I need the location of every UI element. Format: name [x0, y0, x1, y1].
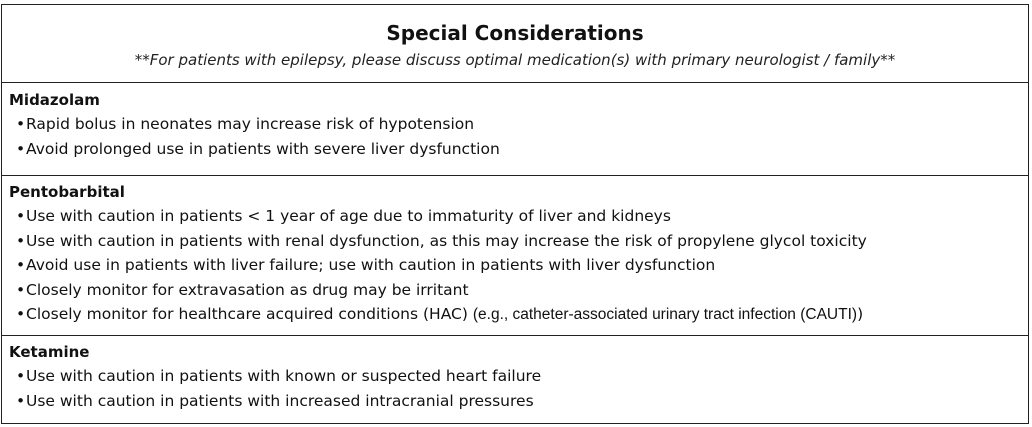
section-title-pentobarbital: Pentobarbital	[9, 183, 125, 201]
section-pentobarbital	[2, 176, 1028, 336]
list-item	[9, 253, 1028, 278]
list-item	[9, 364, 1028, 389]
list-item-text: Use with caution in patients with known or suspected heart failure	[26, 367, 542, 385]
section-title-ketamine: Ketamine	[9, 343, 90, 361]
list-item-text: Avoid use in patients with liver failure; use with caution in patients with liver dysfunction	[26, 256, 716, 274]
page-title: Special Considerations	[386, 21, 644, 45]
bullet-icon: •	[16, 139, 26, 158]
list-item	[9, 389, 1028, 414]
list-item-text: Use with caution in patients < 1 year of age due to immaturity of liver and kidneys	[26, 207, 671, 225]
list-item-text: Avoid prolonged use in patients with severe liver dysfunction	[26, 139, 500, 158]
bullet-icon: •	[16, 305, 26, 323]
list-item-text: Rapid bolus in neonates may increase risk of hypotension	[26, 115, 475, 133]
section-title-midazolam: Midazolam	[9, 91, 100, 109]
bullet-icon: •	[16, 231, 26, 250]
section-midazolam	[2, 83, 1028, 176]
list-item	[9, 278, 1028, 303]
list-item-text: Use with caution in patients with renal dysfunction, as this may increase the risk of propylene glycol toxicity	[26, 231, 867, 250]
list-item	[9, 302, 1028, 328]
list-item-close-paren: )	[857, 305, 864, 323]
list-item-text: Closely monitor for extravasation as drug may be irritant	[26, 280, 469, 299]
ketamine-list	[9, 364, 1028, 413]
list-item-text: Use with caution in patients with increased intracranial pressures	[26, 391, 534, 410]
list-item-example: (e.g., catheter-associated urinary tract infection (CAUTI)	[472, 306, 858, 323]
list-item	[9, 112, 1028, 137]
section-ketamine	[2, 336, 1028, 423]
list-item-text: Closely monitor for healthcare acquired conditions (HAC)	[26, 305, 468, 323]
midazolam-list	[9, 112, 1028, 161]
bullet-icon: •	[16, 115, 26, 133]
bullet-icon: •	[16, 391, 26, 410]
bullet-icon: •	[16, 256, 26, 274]
list-item	[9, 204, 1028, 229]
bullet-icon: •	[16, 367, 26, 385]
list-item	[9, 137, 1028, 162]
table-header	[2, 5, 1028, 83]
pentobarbital-list	[9, 204, 1028, 328]
bullet-icon: •	[16, 280, 26, 299]
list-item	[9, 229, 1028, 254]
bullet-icon: •	[16, 207, 26, 225]
epilepsy-note: **For patients with epilepsy, please discuss optimal medication(s) with primary neurologist / family**	[134, 51, 896, 69]
special-considerations-table	[1, 4, 1029, 424]
